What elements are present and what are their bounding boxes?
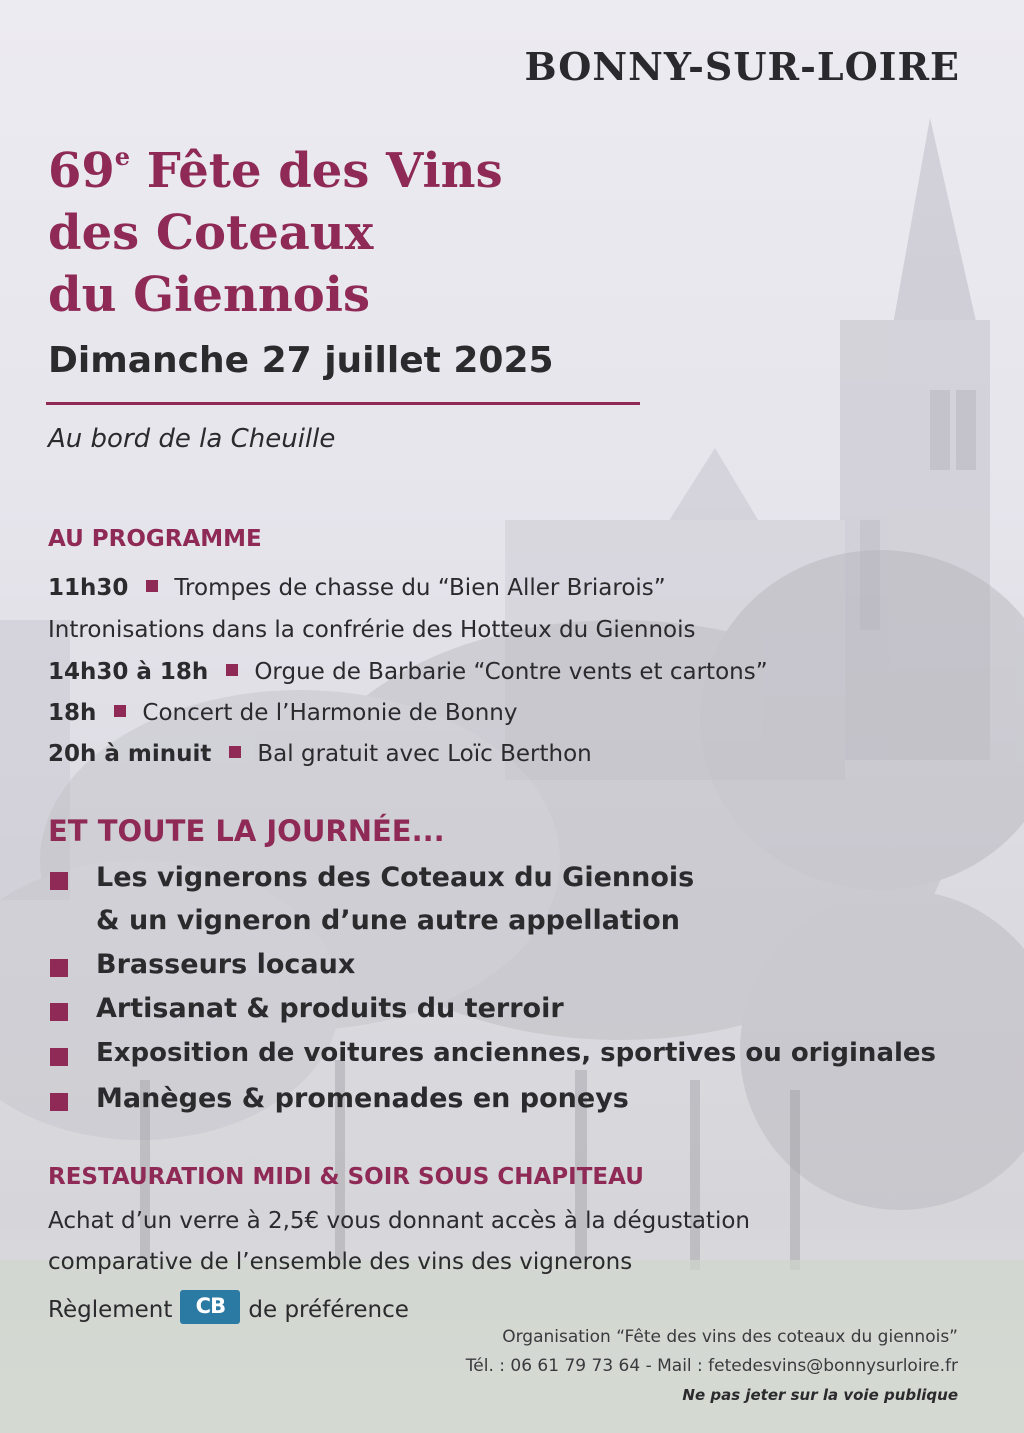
programme-time: 20h à minuit [48,741,212,767]
title-line-1 [48,140,503,202]
programme-text: Concert de l’Harmonie de Bonny [142,700,518,726]
square-bullet-icon [50,959,68,977]
square-bullet-icon [50,872,68,890]
restauration-line: Achat d’un verre à 2,5€ vous donnant accès à la dégustation [48,1208,750,1234]
cb-logo-text: CB [195,1294,226,1318]
payment-prefix: Règlement [48,1297,173,1323]
square-bullet-icon [229,746,241,758]
contact-info: Tél. : 06 61 79 73 64 - Mail : fetedesvins@bonnysurloire.fr [465,1356,958,1376]
square-bullet-icon [226,664,238,676]
all-day-item: Artisanat & produits du terroir [96,993,564,1024]
cb-card-logo [180,1290,240,1324]
all-day-item-continued: & un vigneron d’une autre appellation [96,905,680,936]
edition-number: 69 [48,143,115,199]
square-bullet-icon [50,1093,68,1111]
all-day-item: Exposition de voitures anciennes, sportives ou originales [96,1038,937,1068]
all-day-item: Les vignerons des Coteaux du Giennois [96,862,695,893]
programme-item [48,617,696,643]
event-place: Au bord de la Cheuille [48,424,336,454]
programme-time: 18h [48,700,97,726]
square-bullet-icon [50,1003,68,1021]
programme-item [48,700,517,726]
divider-rule [46,402,640,405]
programme-time: 14h30 à 18h [48,659,209,685]
payment-suffix: de préférence [248,1297,409,1323]
event-date: Dimanche 27 juillet 2025 [48,340,554,381]
title-line-3: du Giennois [48,267,371,323]
organisation-credit: Organisation “Fête des vins des coteaux du giennois” [502,1327,958,1347]
all-day-item: Brasseurs locaux [96,949,356,980]
town-name: BONNY-SUR-LOIRE [524,44,960,89]
square-bullet-icon [146,580,158,592]
programme-text: Bal gratuit avec Loïc Berthon [257,741,592,767]
programme-item [48,741,592,767]
title-line-2: des Coteaux [48,205,374,261]
square-bullet-icon [114,705,126,717]
programme-text: Trompes de chasse du “Bien Aller Briarois” [174,575,666,601]
payment-line [48,1290,409,1324]
restauration-line: comparative de l’ensemble des vins des vignerons [48,1249,633,1275]
programme-item [48,575,666,601]
programme-text: Orgue de Barbarie “Contre vents et cartons” [254,659,768,685]
all-day-item: Manèges & promenades en poneys [96,1083,629,1114]
title-line-1-rest: Fête des Vins [146,143,503,199]
programme-item [48,659,768,685]
all-day-heading: ET TOUTE LA JOURNÉE... [48,814,445,848]
programme-time: 11h30 [48,575,129,601]
restauration-heading: RESTAURATION MIDI & SOIR SOUS CHAPITEAU [48,1164,644,1190]
programme-heading: AU PROGRAMME [48,526,262,552]
litter-notice: Ne pas jeter sur la voie publique [682,1386,958,1404]
programme-text: Intronisations dans la confrérie des Hotteux du Giennois [48,617,696,643]
event-title [48,140,503,326]
square-bullet-icon [50,1048,68,1066]
edition-suffix: e [114,142,131,171]
